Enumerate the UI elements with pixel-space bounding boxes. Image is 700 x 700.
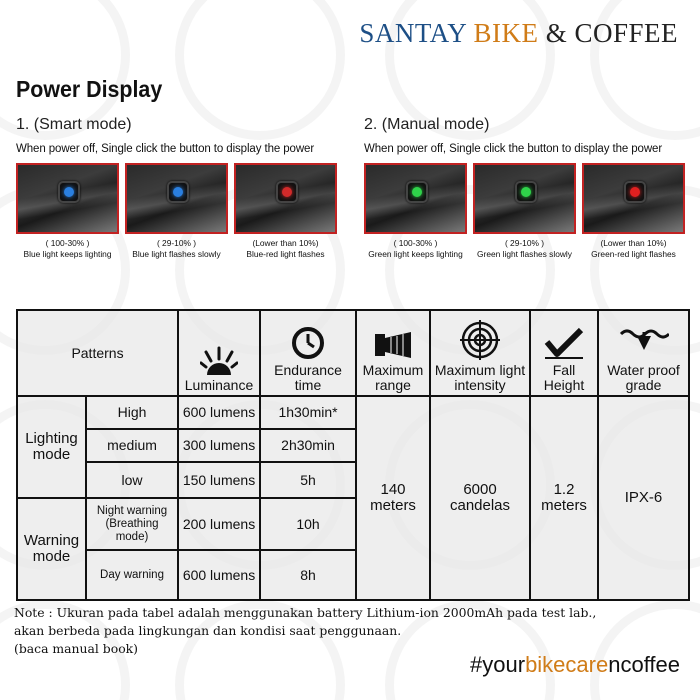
endurance-cell: 1h30min* bbox=[260, 396, 356, 429]
power-button-icon bbox=[406, 181, 428, 203]
water-drop-icon bbox=[619, 328, 669, 360]
state-caption bbox=[473, 238, 576, 260]
waterproof-value: IPX-6 bbox=[598, 396, 689, 600]
intensity-value: 6000 candelas bbox=[430, 396, 530, 600]
state-caption bbox=[364, 238, 467, 260]
state-range: ( 29-10% ) bbox=[156, 238, 197, 248]
led-dot bbox=[64, 187, 74, 197]
beam-range-icon bbox=[373, 330, 413, 360]
brand-part-bike: BIKE bbox=[473, 18, 539, 48]
led-photo bbox=[582, 163, 685, 234]
header-water-label: Water proof grade bbox=[607, 362, 680, 393]
pattern-cell: Day warning bbox=[86, 550, 178, 600]
range-value: 140 meters bbox=[356, 396, 430, 600]
luminance-cell: 200 lumens bbox=[178, 498, 260, 550]
brand-part-amp: & C bbox=[538, 18, 593, 48]
table-row bbox=[17, 396, 689, 429]
manual-mode-section bbox=[364, 116, 700, 260]
power-button-icon bbox=[58, 181, 80, 203]
page-title: Power Display bbox=[16, 76, 163, 102]
state-caption bbox=[125, 238, 228, 260]
note-line: Note : Ukuran pada tabel adalah menggunakan battery Lithium-ion 2000mAh pada test lab., bbox=[14, 605, 597, 620]
state-desc: Green light flashes slowly bbox=[477, 249, 572, 259]
state-desc: Blue-red light flashes bbox=[246, 249, 325, 259]
led-dot bbox=[173, 187, 183, 197]
group-lighting-mode: Lighting mode bbox=[17, 396, 86, 498]
header-range-label: Maximum range bbox=[362, 362, 424, 393]
endurance-cell: 10h bbox=[260, 498, 356, 550]
endurance-cell: 5h bbox=[260, 462, 356, 498]
pattern-cell: Night warning (Breathing mode) bbox=[86, 498, 178, 550]
sun-rays-icon bbox=[200, 345, 238, 375]
header-fall-label: Fall Height bbox=[543, 362, 585, 393]
led-dot bbox=[521, 187, 531, 197]
footnote bbox=[14, 604, 694, 658]
state-range: (Lower than 10%) bbox=[252, 238, 319, 248]
header-endurance bbox=[260, 310, 356, 396]
state-desc: Blue light keeps lighting bbox=[23, 249, 112, 259]
hashtag bbox=[470, 652, 680, 678]
header-luminance bbox=[178, 310, 260, 396]
luminance-cell: 300 lumens bbox=[178, 429, 260, 462]
fall-check-icon bbox=[543, 326, 585, 360]
header-range bbox=[356, 310, 430, 396]
note-line: (baca manual book) bbox=[14, 641, 138, 656]
target-crosshair-icon bbox=[460, 320, 500, 360]
header-endurance-label: Endurance time bbox=[274, 362, 342, 393]
header-luminance-label: Luminance bbox=[184, 377, 254, 393]
pattern-cell: High bbox=[86, 396, 178, 429]
state-range: ( 100-30% ) bbox=[393, 238, 438, 248]
header-intensity-label: Maximum light intensity bbox=[434, 362, 526, 393]
pattern-cell: medium bbox=[86, 429, 178, 462]
mode-subtitle: When power off, Single click the button to display the power bbox=[16, 143, 315, 155]
power-button-icon bbox=[624, 181, 646, 203]
hashtag-part-accent: bikecare bbox=[525, 652, 609, 677]
luminance-cell: 600 lumens bbox=[178, 396, 260, 429]
state-caption bbox=[234, 238, 337, 260]
hashtag-part: #your bbox=[470, 652, 526, 677]
luminance-cell: 600 lumens bbox=[178, 550, 260, 600]
caption-row bbox=[364, 238, 700, 260]
mode-subtitle: When power off, Single click the button to display the power bbox=[364, 143, 663, 155]
endurance-cell: 8h bbox=[260, 550, 356, 600]
group-warning-mode: Warning mode bbox=[17, 498, 86, 600]
state-desc: Green-red light flashes bbox=[591, 249, 676, 259]
led-photo bbox=[16, 163, 119, 234]
led-photo bbox=[125, 163, 228, 234]
hashtag-part: ncoffee bbox=[608, 652, 680, 677]
caption-row bbox=[16, 238, 356, 260]
endurance-cell: 2h30min bbox=[260, 429, 356, 462]
header-water bbox=[598, 310, 689, 396]
state-desc: Green light keeps lighting bbox=[368, 249, 463, 259]
clock-icon bbox=[291, 326, 325, 360]
mode-heading: 1. (Smart mode) bbox=[16, 116, 132, 133]
power-button-icon bbox=[167, 181, 189, 203]
pattern-cell: low bbox=[86, 462, 178, 498]
state-range: ( 29-10% ) bbox=[504, 238, 545, 248]
led-dot bbox=[282, 187, 292, 197]
header-patterns: Patterns bbox=[17, 310, 178, 396]
state-caption bbox=[582, 238, 685, 260]
table-header-row bbox=[17, 310, 689, 396]
brand-part-santay: SANTAY bbox=[359, 18, 474, 48]
smart-mode-section bbox=[16, 116, 356, 260]
mode-heading: 2. (Manual mode) bbox=[364, 116, 490, 133]
led-photo bbox=[234, 163, 337, 234]
note-line: akan berbeda pada lingkungan dan kondisi saat penggunaan. bbox=[14, 623, 402, 638]
brand-logo bbox=[359, 18, 678, 49]
led-photo bbox=[473, 163, 576, 234]
led-photo bbox=[364, 163, 467, 234]
header-fall bbox=[530, 310, 598, 396]
fall-value: 1.2 meters bbox=[530, 396, 598, 600]
led-dot bbox=[630, 187, 640, 197]
led-photo-row bbox=[16, 163, 356, 234]
spec-table bbox=[16, 309, 690, 601]
power-button-icon bbox=[276, 181, 298, 203]
led-dot bbox=[412, 187, 422, 197]
state-range: (Lower than 10%) bbox=[600, 238, 667, 248]
brand-part-coffee: OFFEE bbox=[592, 18, 678, 48]
led-photo-row bbox=[364, 163, 700, 234]
state-caption bbox=[16, 238, 119, 260]
state-range: ( 100-30% ) bbox=[45, 238, 90, 248]
state-desc: Blue light flashes slowly bbox=[132, 249, 221, 259]
header-intensity bbox=[430, 310, 530, 396]
power-button-icon bbox=[515, 181, 537, 203]
luminance-cell: 150 lumens bbox=[178, 462, 260, 498]
